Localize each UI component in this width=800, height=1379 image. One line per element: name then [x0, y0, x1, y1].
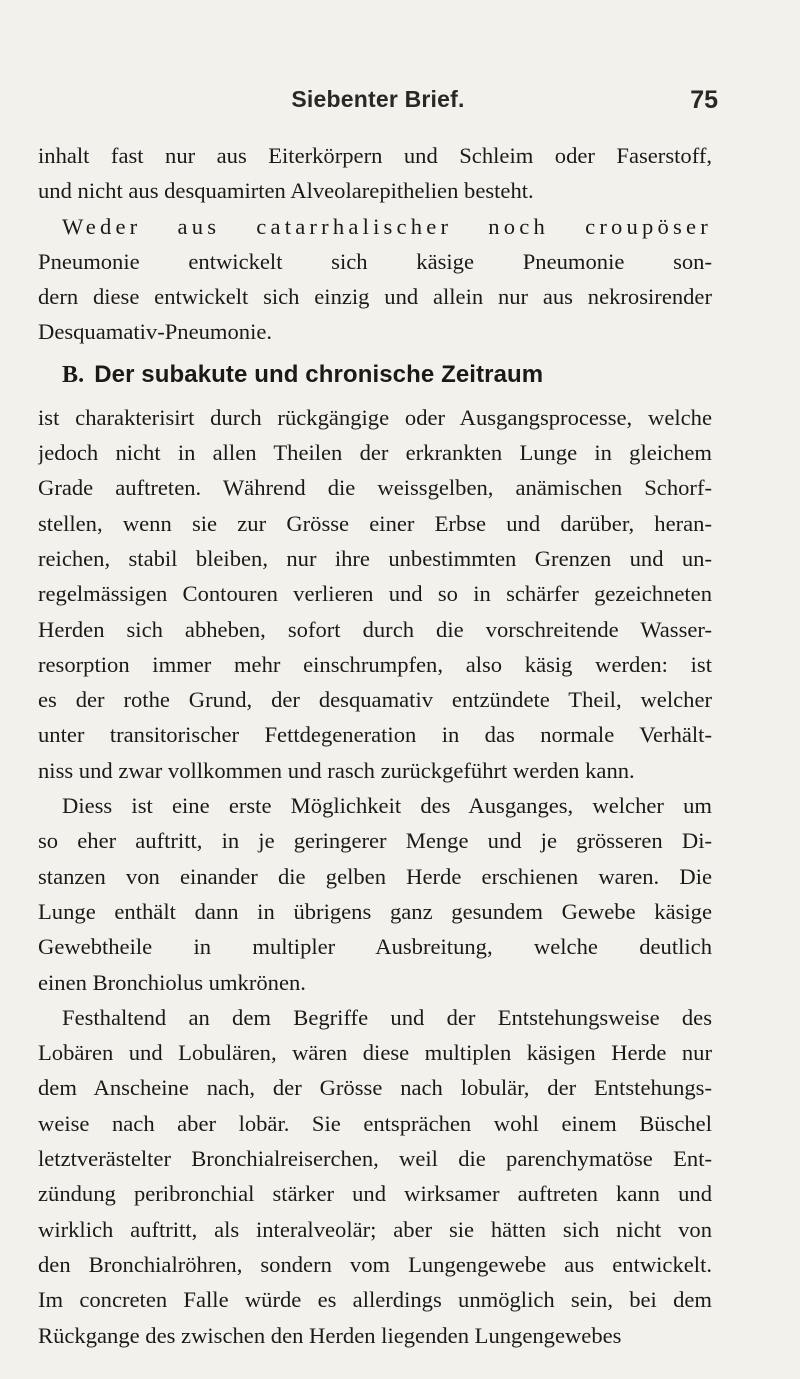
paragraph-3 [38, 400, 712, 788]
text-line: Im concreten Falle würde es allerdings unmöglich sein, bei dem [38, 1287, 712, 1313]
text-line: inhalt fast nur aus Eiterkörpern und Schleim oder Faserstoff, [38, 143, 712, 168]
text-line: letztverästelter Bronchialreiserchen, weil die parenchymatöse Ent- [38, 1146, 712, 1172]
text-line: und nicht aus desquamirten Alveolarepithelien besteht. [38, 178, 534, 204]
text-line: Rückgange des zwischen den Herden liegenden Lungengewebes [38, 1322, 622, 1348]
text-line: reichen, stabil bleiben, nur ihre unbestimmten Grenzen und un- [38, 545, 712, 571]
text-line: regelmässigen Contouren verlieren und so in schärfer gezeichneten [38, 581, 712, 607]
text-line: Weder aus catarrhalischer noch croupöser [62, 213, 712, 239]
text-line: dem Anscheine nach, der Grösse nach lobulär, der Entstehungs- [38, 1075, 712, 1101]
text-line: Pneumonie entwickelt sich käsige Pneumonie son- [38, 248, 712, 274]
text-line: ist charakterisirt durch rückgängige oder Ausgangsprocesse, welche [38, 404, 712, 430]
text-line: Festhaltend an dem Begriffe und der Entstehungsweise des [62, 1004, 712, 1030]
section-heading [38, 350, 712, 400]
running-title: Siebenter Brief. [291, 86, 465, 112]
body-text [38, 138, 712, 1353]
text-line: Diess ist eine erste Möglichkeit des Ausganges, welcher um [62, 793, 712, 819]
text-line: einen Bronchiolus umkrönen. [38, 969, 306, 995]
text-line: wirklich auftritt, als interalveolär; aber sie hätten sich nicht von [38, 1216, 712, 1242]
text-line: Grade auftreten. Während die weissgelben, anämischen Schorf- [38, 475, 712, 501]
text-line: Herden sich abheben, sofort durch die vorschreitende Wasser- [38, 616, 712, 642]
text-line: Gewebtheile in multipler Ausbreitung, welche deutlich [38, 934, 712, 960]
text-line: es der rothe Grund, der desquamativ entzündete Theil, welcher [38, 687, 712, 713]
paragraph-1 [38, 138, 712, 209]
text-line: stellen, wenn sie zur Grösse einer Erbse und darüber, heran- [38, 510, 712, 536]
text-line: resorption immer mehr einschrumpfen, also käsig werden: ist [38, 651, 712, 677]
text-line: stanzen von einander die gelben Herde erschienen waren. Die [38, 863, 712, 889]
paragraph-4 [38, 788, 712, 1000]
text-line: Lobären und Lobulären, wären diese multiplen käsigen Herde nur [38, 1040, 712, 1066]
text-line: niss und zwar vollkommen und rasch zurückgeführt werden kann. [38, 757, 635, 783]
page-header [38, 86, 718, 116]
text-line: dern diese entwickelt sich einzig und allein nur aus nekrosirender [38, 284, 712, 310]
text-line: Desquamativ-Pneumonie. [38, 319, 273, 345]
paragraph-2 [38, 209, 712, 350]
text-line: so eher auftritt, in je geringerer Menge und je grösseren Di- [38, 828, 712, 854]
text-line: Lunge enthält dann in übrigens ganz gesundem Gewebe käsige [38, 898, 712, 924]
text-line: den Bronchialröhren, sondern vom Lungengewebe aus entwickelt. [38, 1251, 712, 1277]
text-line: weise nach aber lobär. Sie entsprächen wohl einem Büschel [38, 1110, 712, 1136]
section-title: Der subakute und chronische Zeitraum [94, 360, 544, 388]
page-number: 75 [690, 86, 718, 114]
text-line: jedoch nicht in allen Theilen der erkrankten Lunge in gleichem [38, 440, 712, 466]
paragraph-5 [38, 1000, 712, 1353]
text-line: unter transitorischer Fettdegeneration in das normale Verhält- [38, 722, 712, 748]
text-line: zündung peribronchial stärker und wirksamer auftreten kann und [38, 1181, 712, 1207]
section-label: B. [62, 361, 85, 388]
